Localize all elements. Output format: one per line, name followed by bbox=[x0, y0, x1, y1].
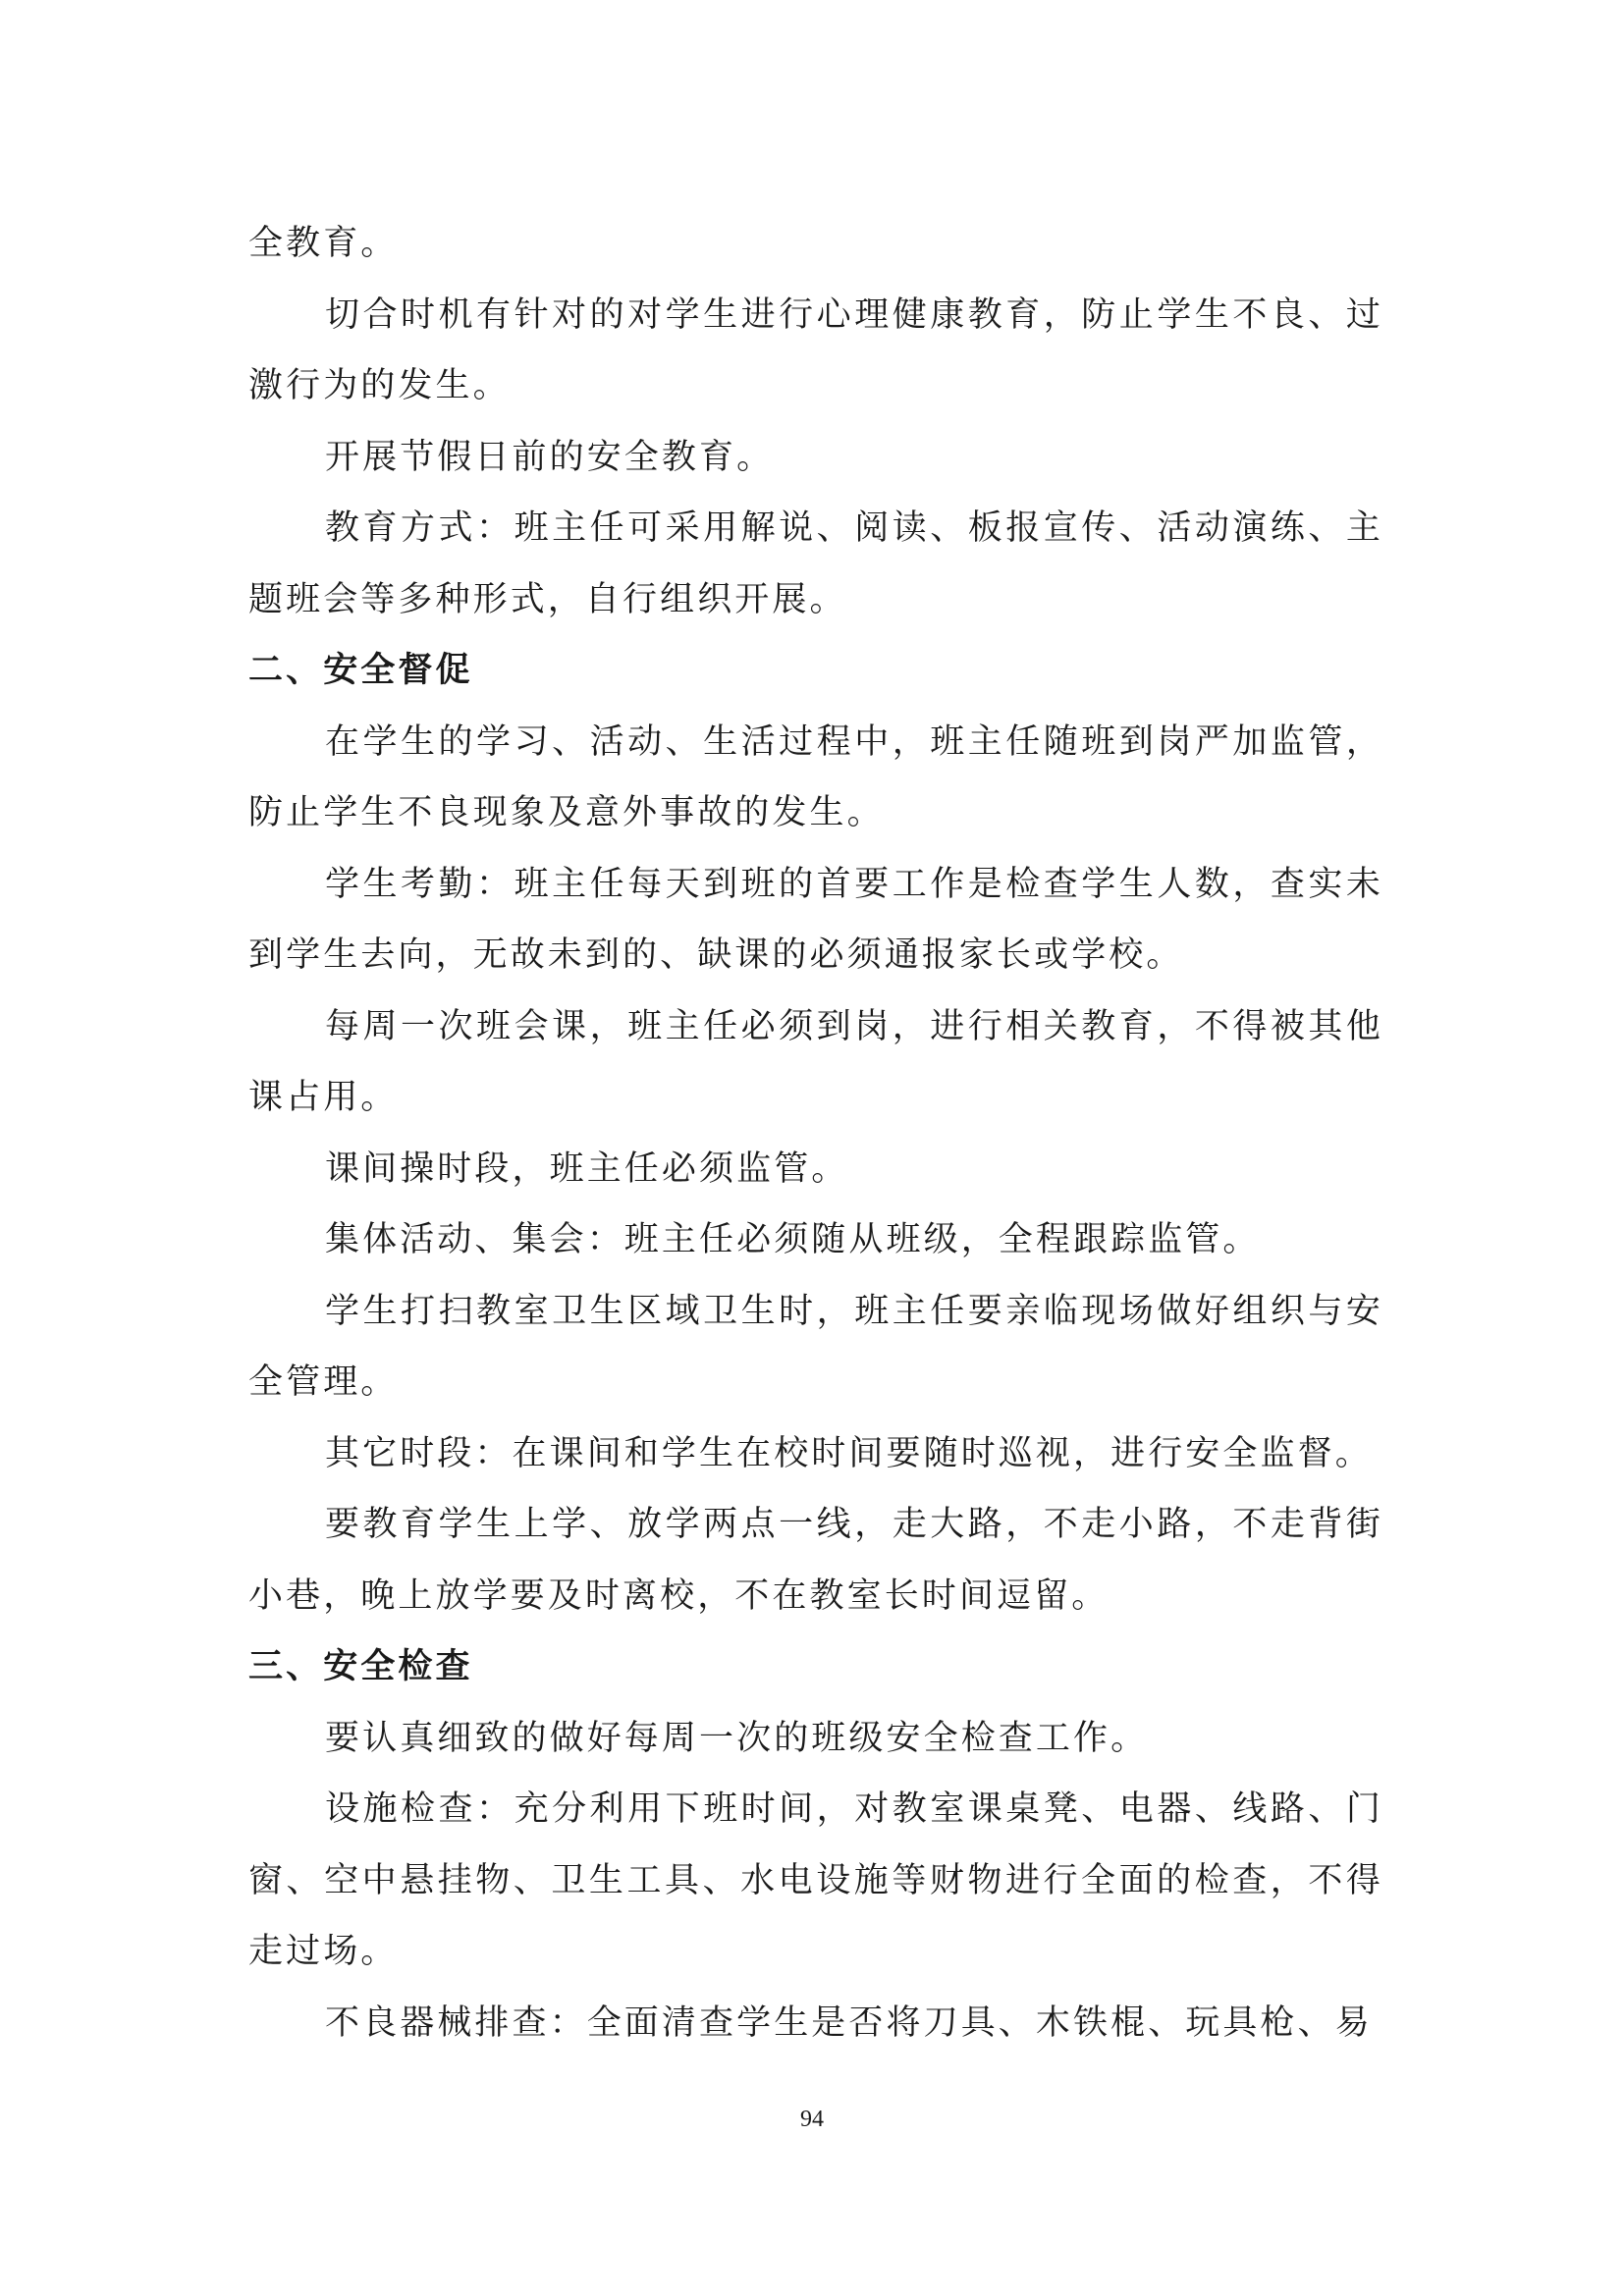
page-number: 94 bbox=[800, 2107, 824, 2132]
body-paragraph: 切合时机有针对的对学生进行心理健康教育，防止学生不良、过激行为的发生。 bbox=[248, 294, 1383, 405]
body-paragraph: 要教育学生上学、放学两点一线，走大路，不走小路，不走背街小巷，晚上放学要及时离校，不在教室长时间逗留。 bbox=[248, 1505, 1383, 1616]
body-paragraph: 不良器械排查：全面清查学生是否将刀具、木铁棍、玩具枪、易 bbox=[325, 2002, 1373, 2043]
body-paragraph: 全教育。 bbox=[248, 224, 399, 263]
body-paragraph: 在学生的学习、活动、生活过程中，班主任随班到岗严加监管，防止学生不良现象及意外事故的发生。 bbox=[248, 721, 1383, 832]
body-paragraph: 每周一次班会课，班主任必须到岗，进行相关教育，不得被其他课占用。 bbox=[248, 1006, 1383, 1117]
body-paragraph: 开展节假日前的安全教育。 bbox=[325, 437, 775, 477]
body-paragraph: 教育方式：班主任可采用解说、阅读、板报宣传、活动演练、主题班会等多种形式，自行组织开展。 bbox=[248, 508, 1383, 619]
body-paragraph: 学生考勤：班主任每天到班的首要工作是检查学生人数，查实未到学生去向，无故未到的、缺课的必须通报家长或学校。 bbox=[248, 864, 1383, 975]
body-paragraph: 要认真细致的做好每周一次的班级安全检查工作。 bbox=[325, 1718, 1149, 1758]
section-heading: 二、安全督促 bbox=[248, 651, 473, 690]
body-paragraph: 集体活动、集会：班主任必须随从班级，全程跟踪监管。 bbox=[325, 1220, 1261, 1259]
document-body bbox=[248, 208, 1383, 2058]
body-paragraph: 课间操时段，班主任必须监管。 bbox=[325, 1148, 849, 1189]
body-paragraph: 其它时段：在课间和学生在校时间要随时巡视，进行安全监督。 bbox=[325, 1433, 1373, 1473]
body-paragraph: 学生打扫教室卫生区域卫生时，班主任要亲临现场做好组织与安全管理。 bbox=[248, 1291, 1383, 1402]
section-heading: 三、安全检查 bbox=[248, 1647, 473, 1686]
body-paragraph: 设施检查：充分利用下班时间，对教室课桌凳、电器、线路、门窗、空中悬挂物、卫生工具、水电设施等财物进行全面的检查，不得走过场。 bbox=[248, 1789, 1383, 1971]
